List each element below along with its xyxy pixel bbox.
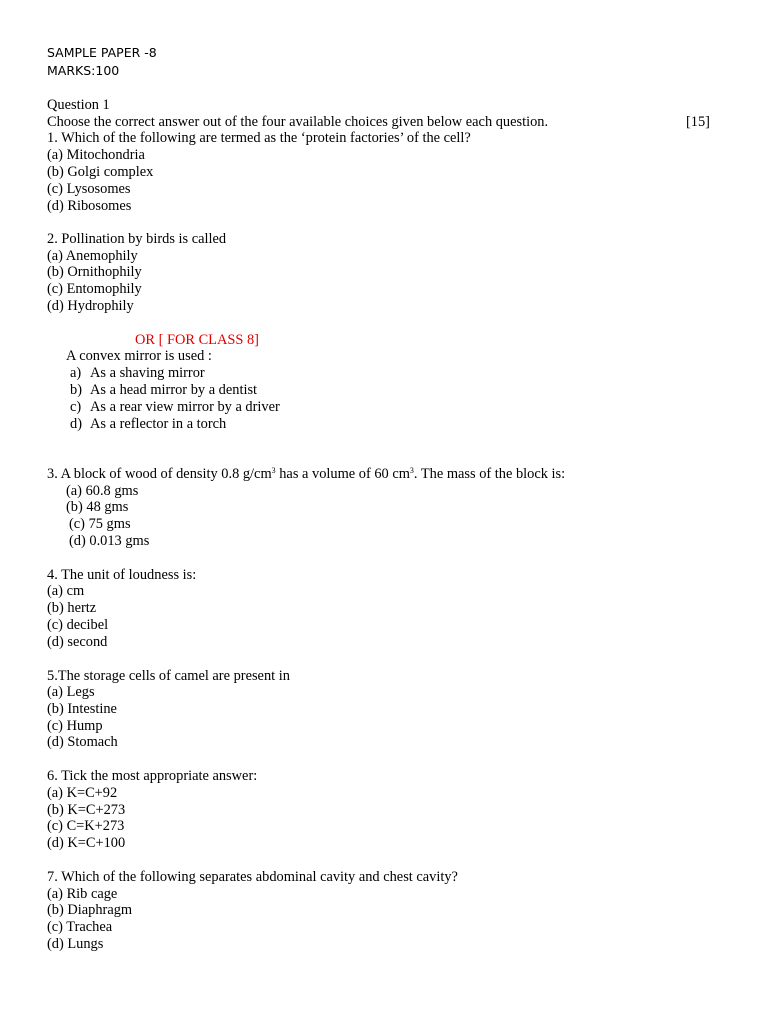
q5-option-c: (c) Hump [47,718,103,734]
q1-option-c: (c) Lysosomes [47,181,131,197]
q2-alt-option-c [70,399,280,416]
question-7: 7. Which of the following separates abdominal cavity and chest cavity? [47,869,458,885]
q3-text-part2: has a volume of 60 cm [275,466,410,482]
question-4: 4. The unit of loudness is: [47,567,197,583]
q2-alt-option-d [70,416,226,433]
q7-option-d: (d) Lungs [47,936,104,952]
question-2: 2. Pollination by birds is called [47,231,227,247]
q2-alt-text-b: As a head mirror by a dentist [90,382,258,398]
q2-alt-text-c: As a rear view mirror by a driver [90,399,280,415]
question-5: 5.The storage cells of camel are present in [47,668,290,684]
q2-option-d: (d) Hydrophily [47,298,134,314]
q3-option-c: (c) 75 gms [69,516,131,532]
q7-option-c: (c) Trachea [47,919,113,935]
question-3 [47,466,565,483]
q2-alt-option-b [70,382,257,399]
q6-option-b: (b) K=C+273 [47,802,126,818]
question-1: 1. Which of the following are termed as the ‘protein factories’ of the cell? [47,130,471,146]
q2-option-c: (c) Entomophily [47,281,142,297]
q4-option-d: (d) second [47,634,108,650]
q6-option-a: (a) K=C+92 [47,785,118,801]
q3-text-part3: . The mass of the block is: [413,466,566,482]
section-marks: [15] [686,114,710,130]
q7-option-b: (b) Diaphragm [47,902,133,918]
q4-option-a: (a) cm [47,583,85,599]
q2-alt-text-d: As a reflector in a torch [90,416,227,432]
q3-superscript-2: 3 [409,466,414,475]
q2-alt-letter-c: c) [70,399,82,415]
paper-title: SAMPLE PAPER -8 [47,45,157,60]
q4-option-b: (b) hertz [47,600,97,616]
q7-option-a: (a) Rib cage [47,886,118,902]
q3-option-d: (d) 0.013 gms [69,533,150,549]
q2-alt-letter-a: a) [70,365,82,381]
q5-option-b: (b) Intestine [47,701,117,717]
question-2-alt: A convex mirror is used : [66,348,212,364]
question-6: 6. Tick the most appropriate answer: [47,768,258,784]
q6-option-d: (d) K=C+100 [47,835,126,851]
q2-alt-letter-d: d) [70,416,82,432]
q2-option-a: (a) Anemophily [47,248,138,264]
q2-option-b: (b) Ornithophily [47,264,142,280]
q1-option-b: (b) Golgi complex [47,164,154,180]
q3-superscript-1: 3 [271,466,276,475]
q5-option-d: (d) Stomach [47,734,118,750]
q3-text-part1: 3. A block of wood of density 0.8 g/cm [47,466,272,482]
q6-option-c: (c) C=K+273 [47,818,125,834]
q3-option-a: (a) 60.8 gms [66,483,139,499]
q4-option-c: (c) decibel [47,617,109,633]
q2-alt-letter-b: b) [70,382,82,398]
q5-option-a: (a) Legs [47,684,95,700]
q1-option-a: (a) Mitochondria [47,147,145,163]
q1-option-d: (d) Ribosomes [47,198,132,214]
or-class-8-label: OR [ FOR CLASS 8] [135,332,259,348]
paper-marks: MARKS:100 [47,63,120,78]
section-instruction: Choose the correct answer out of the four available choices given below each question. [47,114,549,130]
q3-option-b: (b) 48 gms [66,499,129,515]
q2-alt-text-a: As a shaving mirror [90,365,205,381]
q2-alt-option-a [70,365,205,382]
section-heading: Question 1 [47,97,110,113]
